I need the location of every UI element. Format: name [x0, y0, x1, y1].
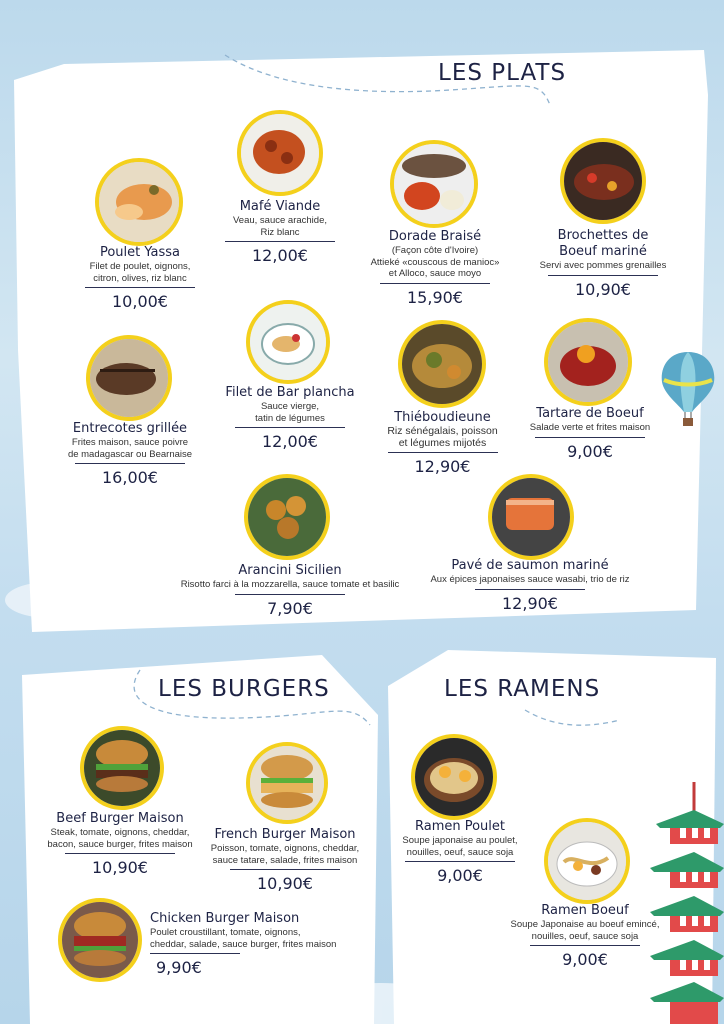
plats-title: LES PLATS: [438, 60, 567, 86]
item-desc: de madagascar ou Bearnaise: [67, 448, 193, 460]
item-name: Ramen Poulet: [414, 819, 506, 834]
item-price: 10,90€: [548, 275, 658, 299]
item-price: 9,00€: [405, 861, 515, 885]
menu-item-ramen-boeuf: [500, 903, 670, 970]
item-price: 12,90€: [475, 589, 585, 613]
menu-item-beef-burger: [30, 811, 210, 878]
item-desc: Riz blanc: [260, 226, 300, 238]
dish-photo-thieboudieune: [398, 320, 486, 408]
item-name: Poulet Yassa: [99, 245, 181, 260]
menu-item-arancini: [150, 563, 430, 619]
menu-item-filet-bar: [205, 385, 375, 452]
dish-photo-ramen-boeuf: [544, 818, 630, 904]
item-desc: Veau, sauce arachide,: [232, 215, 327, 226]
item-name: Beef Burger Maison: [56, 811, 184, 826]
ramens-title: LES RAMENS: [444, 676, 601, 702]
item-desc: nouilles, oeuf, sauce soja: [406, 846, 514, 858]
dish-photo-pave-saumon: [488, 474, 574, 560]
item-desc: Filet de poulet, oignons,: [89, 261, 191, 272]
item-desc: Attieké «couscous de manioc»: [370, 256, 500, 268]
item-price: 9,00€: [535, 437, 645, 461]
dish-photo-tartare-boeuf: [544, 318, 632, 406]
hot-air-balloon-icon: [658, 350, 718, 432]
dish-photo-ramen-poulet: [411, 734, 497, 820]
dish-photo-brochettes-boeuf: [560, 138, 646, 224]
item-desc: sauce tatare, salade, frites maison: [212, 854, 358, 866]
menu-item-poulet-yassa: [60, 245, 220, 312]
dish-photo-dorade-braise: [390, 140, 478, 228]
item-name: Tartare de Boeuf: [536, 406, 644, 421]
menu-item-chicken-burger: [150, 911, 350, 978]
item-desc: et légumes mijotés: [398, 436, 487, 449]
item-desc: (Façon côte d'Ivoire): [391, 245, 479, 256]
dashed-path-decoration: [520, 700, 630, 740]
dish-photo-beef-burger: [80, 726, 164, 810]
item-price: 7,90€: [235, 594, 345, 618]
item-name: Thiéboudieune: [394, 410, 491, 425]
item-desc: Riz sénégalais, poisson: [387, 425, 498, 437]
item-name: Chicken Burger Maison: [150, 911, 300, 926]
item-desc: Salade verte et frites maison: [529, 422, 651, 433]
item-name: French Burger Maison: [214, 827, 356, 842]
item-price: 10,90€: [230, 869, 340, 893]
dish-photo-poulet-yassa: [95, 158, 183, 246]
burgers-title: LES BURGERS: [158, 676, 330, 702]
dish-photo-filet-bar: [246, 300, 330, 384]
item-desc: Frites maison, sauce poivre: [71, 437, 189, 448]
item-name: Boeuf mariné: [559, 244, 647, 259]
item-price: 16,00€: [75, 463, 185, 487]
menu-item-mafe-viande: [200, 199, 360, 266]
item-name: Filet de Bar plancha: [225, 385, 355, 400]
item-desc: et Alloco, sauce moyo: [388, 268, 482, 279]
item-name: Pavé de saumon mariné: [451, 558, 609, 573]
item-price: 12,00€: [235, 427, 345, 451]
menu-item-brochettes-boeuf: [523, 228, 683, 300]
item-price: 9,90€: [150, 953, 240, 977]
dashed-path-decoration: [120, 660, 380, 730]
menu-item-tartare-boeuf: [510, 406, 670, 462]
item-name: Ramen Boeuf: [541, 903, 629, 918]
menu-item-dorade-braise: [350, 229, 520, 308]
pagoda-illustration: [648, 782, 724, 1024]
item-desc: Aux épices japonaises sauce wasabi, trio de riz: [430, 574, 630, 585]
item-desc: Servi avec pommes grenailles: [539, 260, 667, 271]
item-name: Entrecotes grillée: [72, 421, 188, 436]
item-name: Arancini Sicilien: [238, 563, 342, 578]
item-desc: Poulet croustillant, tomate, oignons,: [150, 927, 301, 938]
dish-photo-french-burger: [246, 742, 328, 824]
item-desc: nouilles, oeuf, sauce soja: [531, 930, 639, 942]
menu-item-entrecotes: [50, 421, 210, 488]
item-desc: Sauce vierge,: [260, 401, 320, 412]
item-price: 12,90€: [388, 452, 498, 476]
item-price: 9,00€: [530, 945, 640, 969]
item-price: 12,00€: [225, 241, 335, 265]
dish-photo-mafe-viande: [237, 110, 323, 196]
item-name: Brochettes de: [557, 228, 649, 243]
dish-photo-entrecotes: [86, 335, 172, 421]
item-name: Mafé Viande: [239, 199, 321, 214]
item-desc: bacon, sauce burger, frites maison: [47, 838, 193, 850]
item-price: 15,90€: [380, 283, 490, 307]
item-desc: Steak, tomate, oignons, cheddar,: [50, 827, 190, 838]
dish-photo-arancini: [244, 474, 330, 560]
menu-item-pave-saumon: [410, 558, 650, 614]
item-desc: Poisson, tomate, oignons, cheddar,: [210, 843, 360, 854]
item-name: Dorade Braisé: [388, 229, 482, 244]
item-desc: citron, olives, riz blanc: [93, 272, 187, 284]
menu-item-ramen-poulet: [380, 819, 540, 886]
menu-item-french-burger: [200, 827, 370, 894]
item-price: 10,00€: [85, 287, 195, 311]
item-desc: Soupe japonaise au poulet,: [402, 835, 518, 846]
dish-photo-chicken-burger: [58, 898, 142, 982]
item-desc: Risotto farci à la mozzarella, sauce tomate et basilic: [180, 579, 400, 590]
menu-item-thieboudieune: [360, 410, 525, 477]
item-desc: cheddar, salade, sauce burger, frites maison: [150, 938, 337, 950]
item-desc: Soupe Japonaise au boeuf emincé,: [510, 919, 660, 930]
item-desc: tatin de légumes: [255, 412, 325, 424]
item-price: 10,90€: [65, 853, 175, 877]
dashed-path-decoration: [220, 50, 560, 120]
